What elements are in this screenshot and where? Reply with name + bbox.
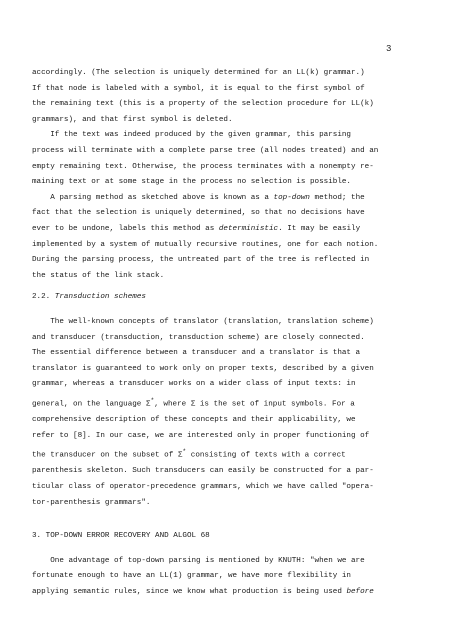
text-line: accordingly. (The selection is uniquely determined for an LL(k) grammar.) [32, 69, 365, 77]
emphasis: deterministic [218, 224, 279, 233]
section-heading-2-2 [32, 290, 442, 306]
text: general, on the language Σ [32, 400, 151, 409]
paragraph-5 [32, 554, 442, 601]
text-line [32, 585, 442, 601]
text-line: The well-known concepts of translator (translation, translation scheme) [32, 317, 374, 326]
page-number: 3 [386, 44, 392, 54]
superscript: * [182, 448, 187, 456]
text: method; the [310, 193, 365, 202]
text-line: The essential difference between a transducer and a translator is that a [32, 349, 361, 358]
paragraph-3 [32, 191, 442, 285]
text-line: ticular class of operator-precedence grammars, which we have called "opera- [32, 482, 374, 491]
section-title: Transduction schemes [54, 293, 146, 302]
text-line: the status of the link stack. [32, 271, 165, 280]
text-line [32, 191, 442, 207]
text-line [32, 222, 442, 238]
emphasis: top-down [273, 193, 310, 202]
text-line: refer to [8]. In our case, we are interested only in proper functioning of [32, 431, 370, 440]
text-line: the remaining text (this is a property of the selection procedure for LL(k) [32, 100, 374, 109]
text-line: If the text was indeed produced by the given grammar, this parsing [32, 131, 351, 140]
text-line: process will terminate with a complete parse tree (all nodes treated) and an [32, 146, 379, 155]
paragraph-4 [32, 315, 442, 511]
text: , where Σ is the set of input symbols. For a [154, 400, 355, 409]
text-line [32, 444, 442, 464]
text: consisting of texts with a correct [186, 451, 346, 460]
text-line: and transducer (transduction, transduction scheme) are closely connected. [32, 333, 365, 342]
document-body [32, 66, 442, 600]
text: A parsing method as sketched above is known as a [32, 193, 274, 202]
text-line: If that node is labeled with a symbol, it is equal to the first symbol of [32, 84, 365, 93]
text-line: parenthesis skeleton. Such transducers can easily be constructed for a par- [32, 467, 374, 476]
text-line: fact that the selection is uniquely determined, so that no decisions have [32, 209, 365, 218]
paragraph-1 [32, 66, 442, 128]
text-line: maining text or at some stage in the process no selection is possible. [32, 178, 351, 187]
section-heading-3: 3. TOP-DOWN ERROR RECOVERY AND ALGOL 68 [32, 532, 210, 541]
section-number: 2.2. [32, 293, 55, 302]
text-line: empty remaining text. Otherwise, the process terminates with a nonempty re- [32, 162, 374, 171]
text-line: tor-parenthesis grammars". [32, 498, 151, 507]
text-line: grammar, whereas a transducer works on a wider class of input texts: in [32, 380, 356, 389]
text: ever to be undone, labels this method as [32, 224, 219, 233]
text: . It may be easily [278, 224, 361, 233]
text-line: During the parsing process, the untreated part of the tree is reflected in [32, 256, 370, 265]
text-line: translator is guaranteed to work only on proper texts, described by a given [32, 364, 374, 373]
text-line: comprehensive description of these concepts and their applicability, we [32, 416, 356, 424]
superscript: * [150, 396, 155, 404]
text-line: One advantage of top-down parsing is mentioned by KNUTH: "when we are [32, 556, 365, 565]
paragraph-2 [32, 128, 442, 190]
emphasis: before [346, 587, 374, 596]
text-line: implemented by a system of mutually recursive routines, one for each notion. [32, 240, 379, 249]
text-line: fortunate enough to have an LL(1) grammar, we have more flexibility in [32, 572, 351, 581]
text-line [32, 393, 442, 413]
text-line: grammars), and that first symbol is deleted. [32, 115, 233, 124]
text: applying semantic rules, since we know what production is being used [32, 587, 347, 596]
text: the transducer on the subset of Σ [32, 451, 183, 460]
